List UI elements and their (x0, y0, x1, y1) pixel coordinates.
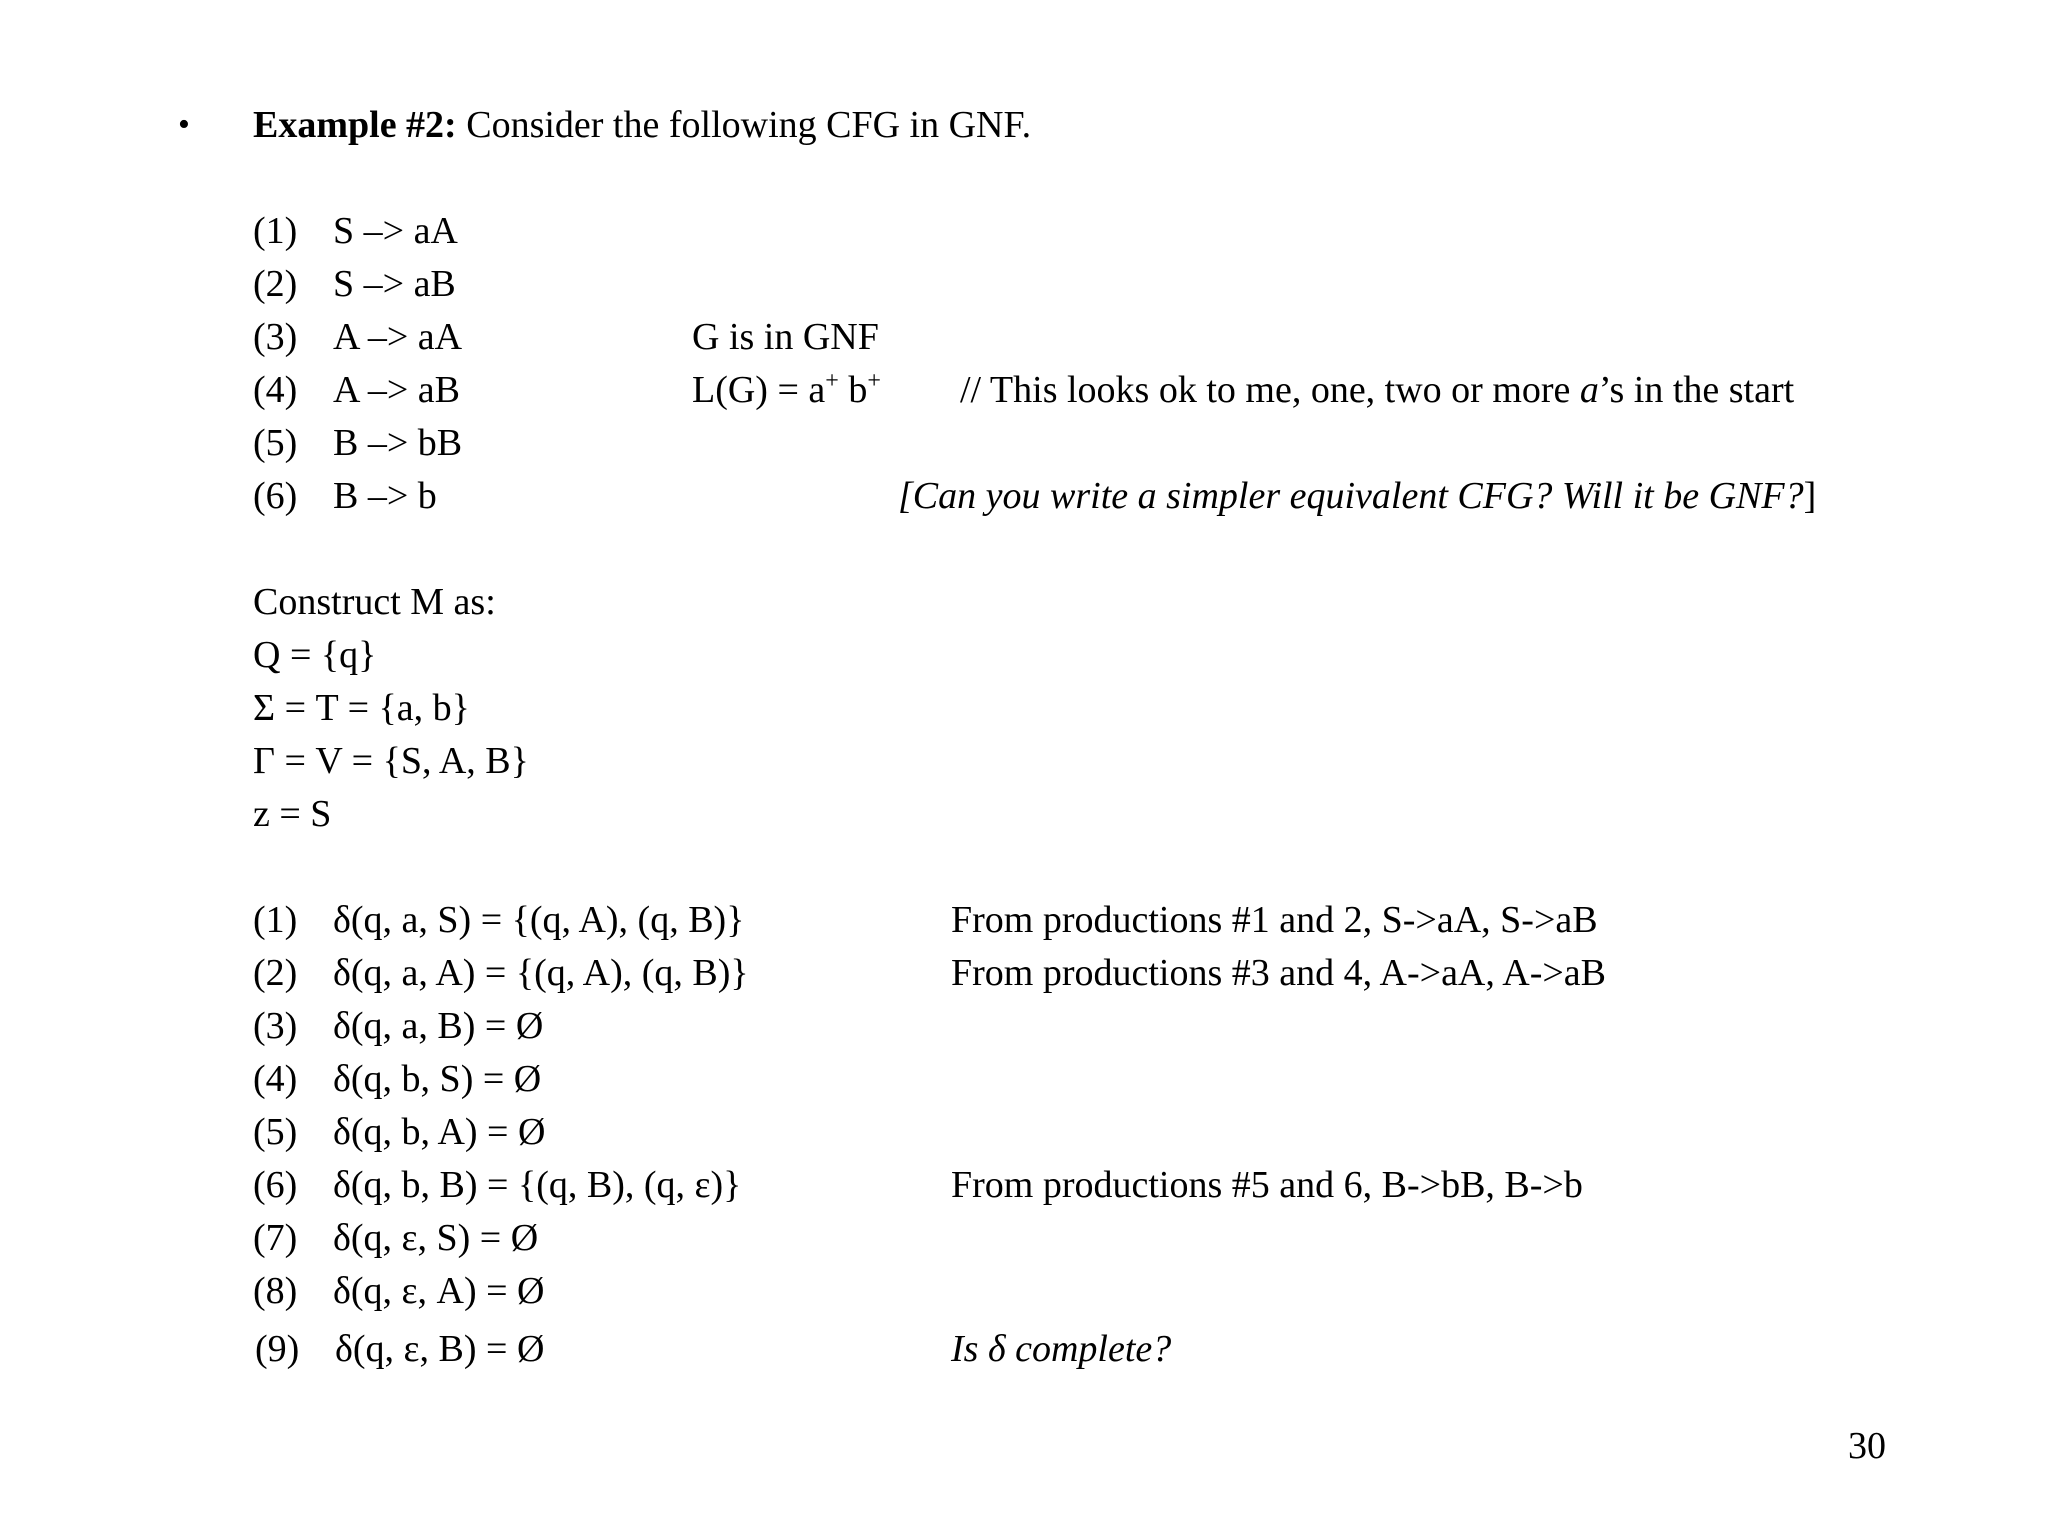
transition-number: (2) (253, 952, 298, 994)
construct-line-gamma: Γ = V = {S, A, B} (253, 740, 529, 782)
transition-expr: δ(q, ε, S) = Ø (333, 1217, 539, 1259)
transition-expr: δ(q, b, B) = {(q, B), (q, ε)} (333, 1164, 742, 1206)
production-number: (1) (253, 210, 298, 252)
construct-line-q: Q = {q} (253, 634, 377, 676)
comment-pre: // This looks ok to me, one, two or more (960, 369, 1580, 411)
production-4 (253, 371, 460, 409)
transition-expr: δ(q, a, S) = {(q, A), (q, B)} (333, 899, 745, 941)
transition-number: (9) (255, 1328, 300, 1370)
example-text: Consider the following CFG in GNF. (456, 104, 1032, 146)
transition-expr: δ(q, ε, B) = Ø (335, 1328, 545, 1370)
transition-number: (6) (253, 1164, 298, 1206)
production-number: (3) (253, 316, 298, 358)
bullet-glyph: • (178, 106, 190, 143)
comment-italic: a (1579, 369, 1599, 411)
question-end: ] (1803, 475, 1817, 517)
transition-number: (3) (253, 1005, 298, 1047)
production-rule: S –> aA (333, 210, 458, 252)
simpler-cfg-question (898, 477, 1816, 515)
transition-8 (253, 1272, 545, 1310)
example-label: Example #2: (253, 104, 457, 146)
transition-number: (4) (253, 1058, 298, 1100)
transition-5 (253, 1113, 545, 1151)
gnf-note: G is in GNF (692, 316, 879, 358)
language-sup-b: + (867, 368, 881, 394)
transition-expr: δ(q, a, B) = Ø (333, 1005, 544, 1047)
production-number: (6) (253, 475, 298, 517)
production-rule: A –> aA (333, 316, 463, 358)
transition-9 (255, 1330, 544, 1368)
transition-note-2: From productions #3 and 4, A->aA, A->aB (951, 952, 1607, 994)
transition-note-1: From productions #1 and 2, S->aA, S->aB (951, 899, 1598, 941)
transition-1 (253, 901, 744, 939)
construct-title: Construct M as: (253, 581, 496, 623)
production-5 (253, 424, 462, 462)
transition-2 (253, 954, 749, 992)
production-1 (253, 212, 458, 250)
transition-expr: δ(q, ε, A) = Ø (333, 1270, 545, 1312)
transition-expr: δ(q, a, A) = {(q, A), (q, B)} (333, 952, 749, 994)
transition-number: (7) (253, 1217, 298, 1259)
language-note (692, 368, 881, 411)
transition-number: (8) (253, 1270, 298, 1312)
production-number: (2) (253, 263, 298, 305)
transition-4 (253, 1060, 541, 1098)
production-2 (253, 265, 456, 303)
question-italic: [Can you write a simpler equivalent CFG? Will it be GNF? (898, 475, 1804, 517)
production-rule: B –> b (333, 475, 437, 517)
transition-expr: δ(q, b, A) = Ø (333, 1111, 546, 1153)
language-prefix: L(G) = a (692, 369, 826, 411)
production-3 (253, 318, 462, 356)
construct-line-sigma: Σ = T = {a, b} (253, 687, 470, 729)
comment-note (960, 371, 1794, 409)
transition-note-6: From productions #5 and 6, B->bB, B->b (951, 1164, 1583, 1206)
production-rule: S –> aB (333, 263, 456, 305)
production-number: (4) (253, 369, 298, 411)
language-sup-a: + (825, 368, 839, 394)
production-6 (253, 477, 437, 515)
transition-expr: δ(q, b, S) = Ø (333, 1058, 542, 1100)
transition-3 (253, 1007, 543, 1045)
completeness-question: Is δ complete? (951, 1328, 1172, 1370)
language-mid: b (838, 369, 868, 411)
production-rule: B –> bB (333, 422, 463, 464)
transition-number: (5) (253, 1111, 298, 1153)
example-heading (253, 106, 1031, 144)
comment-post: ’s in the start (1598, 369, 1795, 411)
page-number: 30 (1848, 1425, 1886, 1467)
construct-line-z: z = S (253, 793, 332, 835)
transition-7 (253, 1219, 538, 1257)
transition-number: (1) (253, 899, 298, 941)
production-rule: A –> aB (333, 369, 460, 411)
transition-6 (253, 1166, 741, 1204)
production-number: (5) (253, 422, 298, 464)
